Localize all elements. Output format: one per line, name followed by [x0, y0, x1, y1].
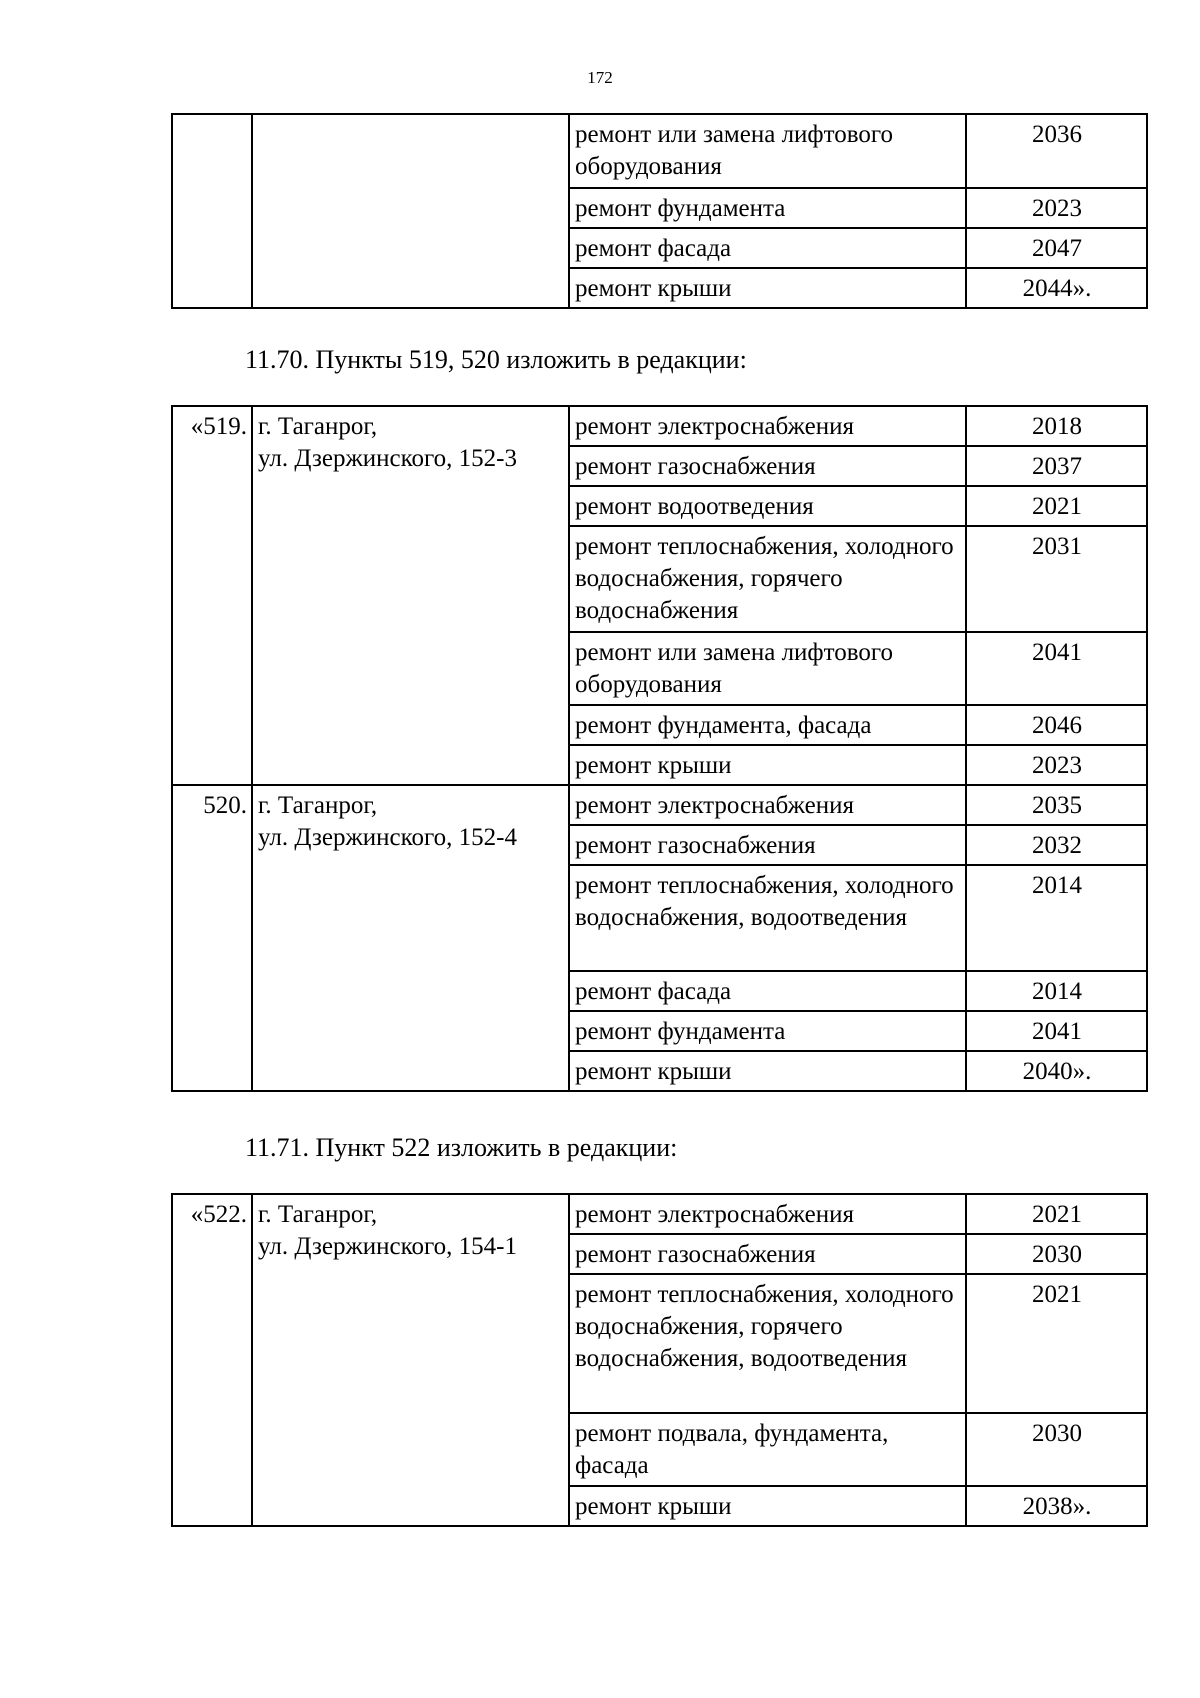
year-cell: 2037 — [966, 446, 1147, 486]
table-519-520 — [171, 405, 1148, 1092]
year-cell: 2023 — [966, 745, 1147, 785]
address-street: ул. Дзержинского, 152-4 — [258, 824, 517, 851]
item-number-cell: «522. — [172, 1194, 252, 1526]
work-cell: ремонт фундамента, фасада — [569, 705, 966, 745]
work-cell: ремонт или замена лифтового оборудования — [569, 114, 966, 188]
address-cell — [252, 785, 569, 1091]
item-number-cell: 520. — [172, 785, 252, 1091]
work-cell: ремонт крыши — [569, 745, 966, 785]
paragraph-11-70: 11.70. Пункты 519, 520 изложить в редакции: — [245, 345, 747, 374]
year-cell: 2032 — [966, 825, 1147, 865]
year-cell: 2014 — [966, 865, 1147, 971]
work-cell: ремонт газоснабжения — [569, 1234, 966, 1274]
year-cell: 2041 — [966, 632, 1147, 705]
work-cell: ремонт теплоснабжения, холодного водоснабжения, горячего водоснабжения, водоотведения — [569, 1274, 966, 1413]
work-cell: ремонт газоснабжения — [569, 446, 966, 486]
year-cell: 2036 — [966, 114, 1147, 188]
year-cell: 2046 — [966, 705, 1147, 745]
work-cell: ремонт подвала, фундамента, фасада — [569, 1413, 966, 1486]
address-cell — [252, 406, 569, 785]
year-cell: 2030 — [966, 1413, 1147, 1486]
year-cell: 2040». — [966, 1051, 1147, 1091]
address-city: г. Таганрог, — [258, 413, 378, 440]
table-row — [172, 406, 1147, 446]
table-row — [172, 785, 1147, 825]
year-cell: 2035 — [966, 785, 1147, 825]
year-cell: 2041 — [966, 1011, 1147, 1051]
table-row — [172, 114, 1147, 188]
work-cell: ремонт крыши — [569, 1051, 966, 1091]
year-cell: 2021 — [966, 486, 1147, 526]
address-street: ул. Дзержинского, 154-1 — [258, 1233, 517, 1260]
year-cell: 2030 — [966, 1234, 1147, 1274]
year-cell: 2023 — [966, 188, 1147, 228]
work-cell: ремонт электроснабжения — [569, 785, 966, 825]
work-cell: ремонт или замена лифтового оборудования — [569, 632, 966, 705]
page-number: 172 — [587, 68, 613, 87]
table-row — [172, 1194, 1147, 1234]
year-cell: 2021 — [966, 1274, 1147, 1413]
work-cell: ремонт крыши — [569, 1486, 966, 1526]
year-cell: 2018 — [966, 406, 1147, 446]
address-cell — [252, 114, 569, 308]
item-number-cell: «519. — [172, 406, 252, 785]
work-cell: ремонт газоснабжения — [569, 825, 966, 865]
work-cell: ремонт фундамента — [569, 1011, 966, 1051]
table-522 — [171, 1193, 1148, 1527]
work-cell: ремонт водоотведения — [569, 486, 966, 526]
address-street: ул. Дзержинского, 152-3 — [258, 445, 517, 472]
number-cell — [172, 114, 252, 308]
work-cell: ремонт теплоснабжения, холодного водоснабжения, горячего водоснабжения — [569, 526, 966, 632]
year-cell: 2031 — [966, 526, 1147, 632]
work-cell: ремонт электроснабжения — [569, 1194, 966, 1234]
work-cell: ремонт фасада — [569, 228, 966, 268]
address-city: г. Таганрог, — [258, 1201, 378, 1228]
year-cell: 2038». — [966, 1486, 1147, 1526]
work-cell: ремонт крыши — [569, 268, 966, 308]
work-cell: ремонт фасада — [569, 971, 966, 1011]
work-cell: ремонт электроснабжения — [569, 406, 966, 446]
table-continuation — [171, 113, 1148, 309]
address-city: г. Таганрог, — [258, 792, 378, 819]
address-cell — [252, 1194, 569, 1526]
year-cell: 2021 — [966, 1194, 1147, 1234]
work-cell: ремонт теплоснабжения, холодного водоснабжения, водоотведения — [569, 865, 966, 971]
work-cell: ремонт фундамента — [569, 188, 966, 228]
year-cell: 2014 — [966, 971, 1147, 1011]
year-cell: 2044». — [966, 268, 1147, 308]
paragraph-11-71: 11.71. Пункт 522 изложить в редакции: — [245, 1133, 678, 1162]
year-cell: 2047 — [966, 228, 1147, 268]
